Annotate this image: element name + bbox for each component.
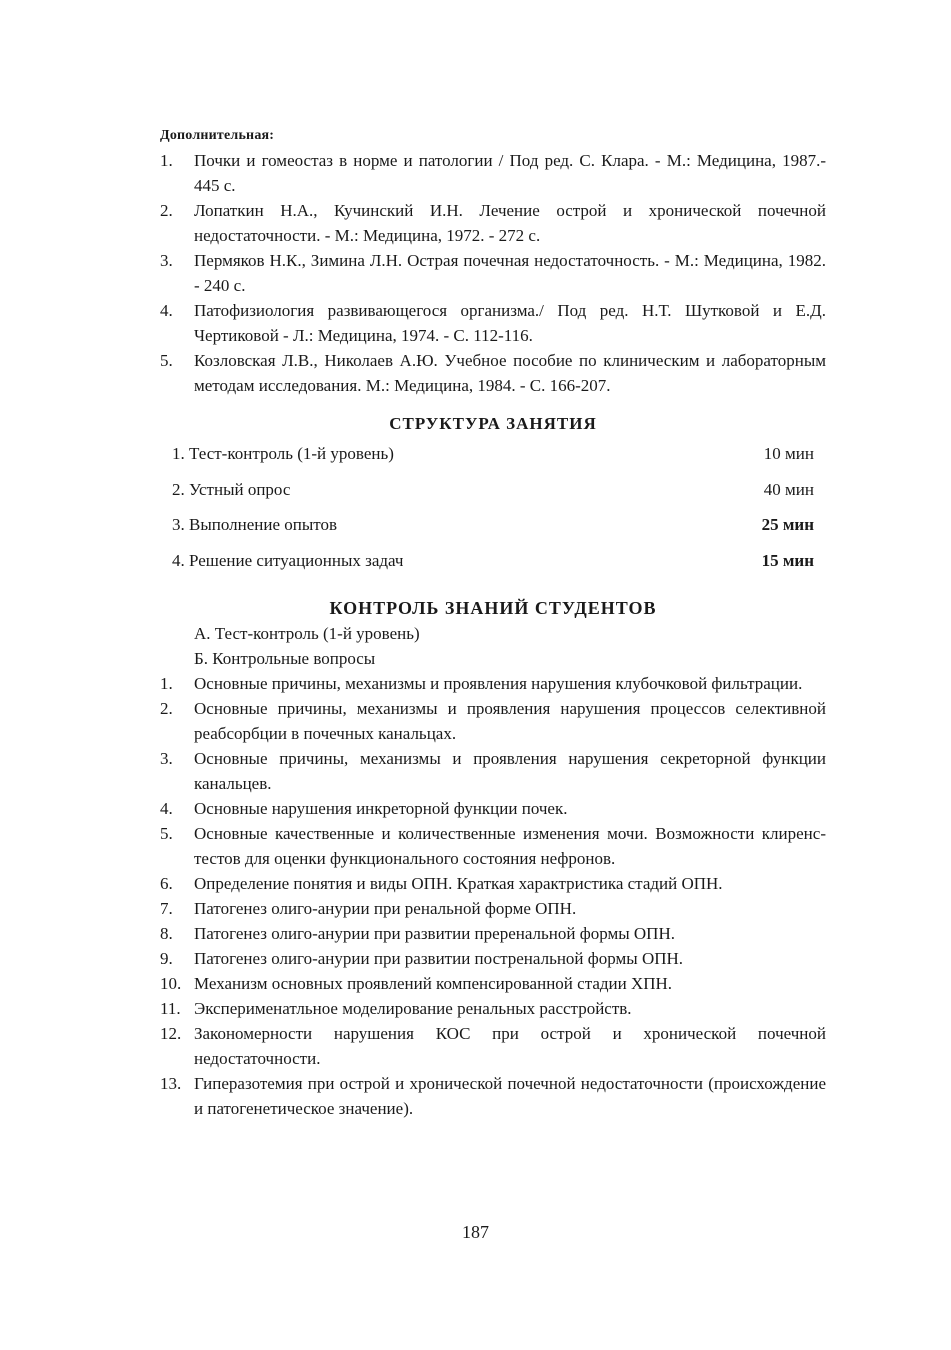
- reference-item: 4. Патофизиология развивающегося организма./ Под ред. Н.Т. Шутковой и Е.Д. Чертиковой - Л.: Медицина, 1974. - С. 112-116.: [160, 301, 826, 345]
- question-item: 2. Основные причины, механизмы и проявления нарушения процессов селективной реабсорбции в почечных канальцах.: [160, 699, 826, 743]
- question-item: 3. Основные причины, механизмы и проявления нарушения секреторной функции канальцев.: [160, 749, 826, 793]
- document-page: [160, 128, 826, 1121]
- structure-row: 2. Устный опрос 40 мин: [172, 479, 814, 499]
- structure-table: [160, 442, 826, 584]
- question-item: 13. Гиперазотемия при острой и хронической почечной недостаточности (происхождение и патогенетическое значение).: [160, 1074, 826, 1118]
- question-item: 9. Патогенез олиго-анурии при развитии постренальной формы ОПН.: [160, 949, 684, 968]
- question-item: 8. Патогенез олиго-анурии при развитии преренальной формы ОПН.: [160, 924, 675, 943]
- question-item: 12. Закономерности нарушения КОС при острой и хронической почечной недостаточности.: [160, 1024, 826, 1068]
- question-item: 10. Механизм основных проявлений компенсированной стадии ХПН.: [160, 974, 673, 993]
- structure-row: 4. Решение ситуационных задач 15 мин: [172, 550, 814, 570]
- control-questions-list: [160, 671, 826, 1121]
- question-item: 11. Эксперименатльное моделирование ренальных расстройств.: [160, 999, 632, 1018]
- reference-item: 5. Козловская Л.В., Николаев А.Ю. Учебное пособие по клиническим и лабораторным методам исследования. М.: Медицина, 1984. - С. 166-207.: [160, 351, 826, 395]
- structure-row: 1. Тест-контроль (1-й уровень) 10 мин: [172, 444, 814, 463]
- structure-heading: СТРУКТУРА ЗАНЯТИЯ: [389, 414, 597, 433]
- additional-literature-label: Дополнительная:: [160, 128, 275, 143]
- reference-item: 3. Пермяков Н.К., Зимина Л.Н. Острая почечная недостаточность. - М.: Медицина, 1982. - 240 с.: [160, 251, 826, 295]
- question-item: 5. Основные качественные и количественные изменения мочи. Возможности клиренс-тестов для оценки функционального состояния нефронов.: [160, 824, 826, 868]
- reference-item: 1. Почки и гомеостаз в норме и патологии / Под ред. С. Клара. - М.: Медицина, 1987.- 445 с.: [160, 151, 826, 195]
- control-subheading-b: Б. Контрольные вопросы: [194, 649, 376, 668]
- additional-literature-list: [160, 148, 826, 398]
- reference-item: 2. Лопаткин Н.А., Кучинский И.Н. Лечение острой и хронической почечной недостаточности. - М.: Медицина, 1972. - 272 с.: [160, 201, 826, 245]
- question-item: 6. Определение понятия и виды ОПН. Краткая характристика стадий ОПН.: [160, 874, 723, 893]
- page-number: 187: [462, 1222, 489, 1242]
- structure-row: 3. Выполнение опытов 25 мин: [172, 515, 814, 534]
- question-item: 7. Патогенез олиго-анурии при ренальной форме ОПН.: [160, 899, 577, 918]
- control-subheading-a: А. Тест-контроль (1-й уровень): [194, 624, 420, 643]
- question-item: 1. Основные причины, механизмы и проявления нарушения клубочковой фильтрации.: [160, 674, 803, 693]
- question-item: 4. Основные нарушения инкреторной функции почек.: [160, 799, 568, 818]
- control-heading: КОНТРОЛЬ ЗНАНИЙ СТУДЕНТОВ: [329, 598, 657, 618]
